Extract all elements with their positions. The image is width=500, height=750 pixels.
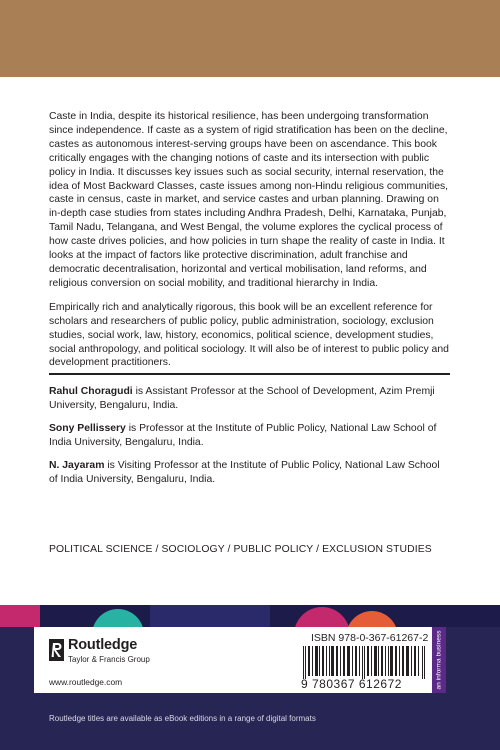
author-name: Sony Pellissery <box>49 423 126 434</box>
author-name: N. Jayaram <box>49 460 105 471</box>
routledge-r-icon <box>49 639 64 661</box>
blurb <box>49 110 449 380</box>
publisher-name: Routledge <box>68 637 138 653</box>
author-bio <box>49 422 449 450</box>
author-bio <box>49 459 449 487</box>
author-name: Rahul Choragudi <box>49 386 133 397</box>
author-bios <box>49 385 449 496</box>
blurb-paragraph-2: Empirically rich and analytically rigorous, this book will be an excellent reference for scholars and researchers of public policy, public administration, sociology, exclusion studies, social work, law, history, economics, political science, development studies, social anthropology, and political sociology. It will also be of interest to public policy and development practitioners. <box>49 301 449 369</box>
author-bio-text: is Professor at the Institute of Public Policy, National Law School of India University, Bengaluru, India. <box>49 423 437 448</box>
author-bio-text: is Assistant Professor at the School of Development, Azim Premji University, Bengaluru, India. <box>49 386 435 411</box>
barcode-number: 9 780367 612672 <box>301 677 402 691</box>
informa-strip <box>432 627 446 693</box>
publisher-tagline: Taylor & Francis Group <box>68 655 150 664</box>
author-bio <box>49 385 449 413</box>
subject-categories: POLITICAL SCIENCE / SOCIOLOGY / PUBLIC POLICY / EXCLUSION STUDIES <box>49 544 432 555</box>
publisher-website: www.routledge.com <box>49 677 123 687</box>
informa-label: an informa business <box>435 630 443 690</box>
isbn-label: ISBN 978-0-367-61267-2 <box>311 632 429 644</box>
cover-art-strip <box>0 605 500 627</box>
top-color-band <box>0 0 500 77</box>
ebook-note: Routledge titles are available as eBook editions in a range of digital formats <box>49 714 316 723</box>
decorative-shapes <box>0 605 500 627</box>
author-bio-text: is Visiting Professor at the Institute of Public Policy, National Law School of India University, Bengaluru, India. <box>49 460 440 485</box>
divider-rule <box>49 373 450 375</box>
blurb-paragraph-1: Caste in India, despite its historical resilience, has been undergoing transformation since independence. If caste as a system of rigid stratification has been on the decline, castes as autonomous interest-serving groups have been on ascendance. This book critically engages with the changing notions of caste and its intersection with public policy in India. It discusses key issues such as social security, internal reservation, the idea of Most Backward Classes, caste issues among non-Hindu religious communities, caste in census, caste in market, and service castes and urban planning. Drawing on in-depth case studies from states including Andhra Pradesh, Delhi, Karnataka, Punjab, Tamil Nadu, Telangana, and West Bengal, the volume explores the cyclical process of how caste drives policies, and how policies in turn shape the reality of caste in India. It looks at the impact of factors like protective discrimination, adult franchise and democratic decentralisation, horizontal and vertical mobilisation, land reforms, and religious conversion on social mobility, and traditional hierarchy in India. <box>49 111 449 289</box>
barcode <box>303 646 427 679</box>
